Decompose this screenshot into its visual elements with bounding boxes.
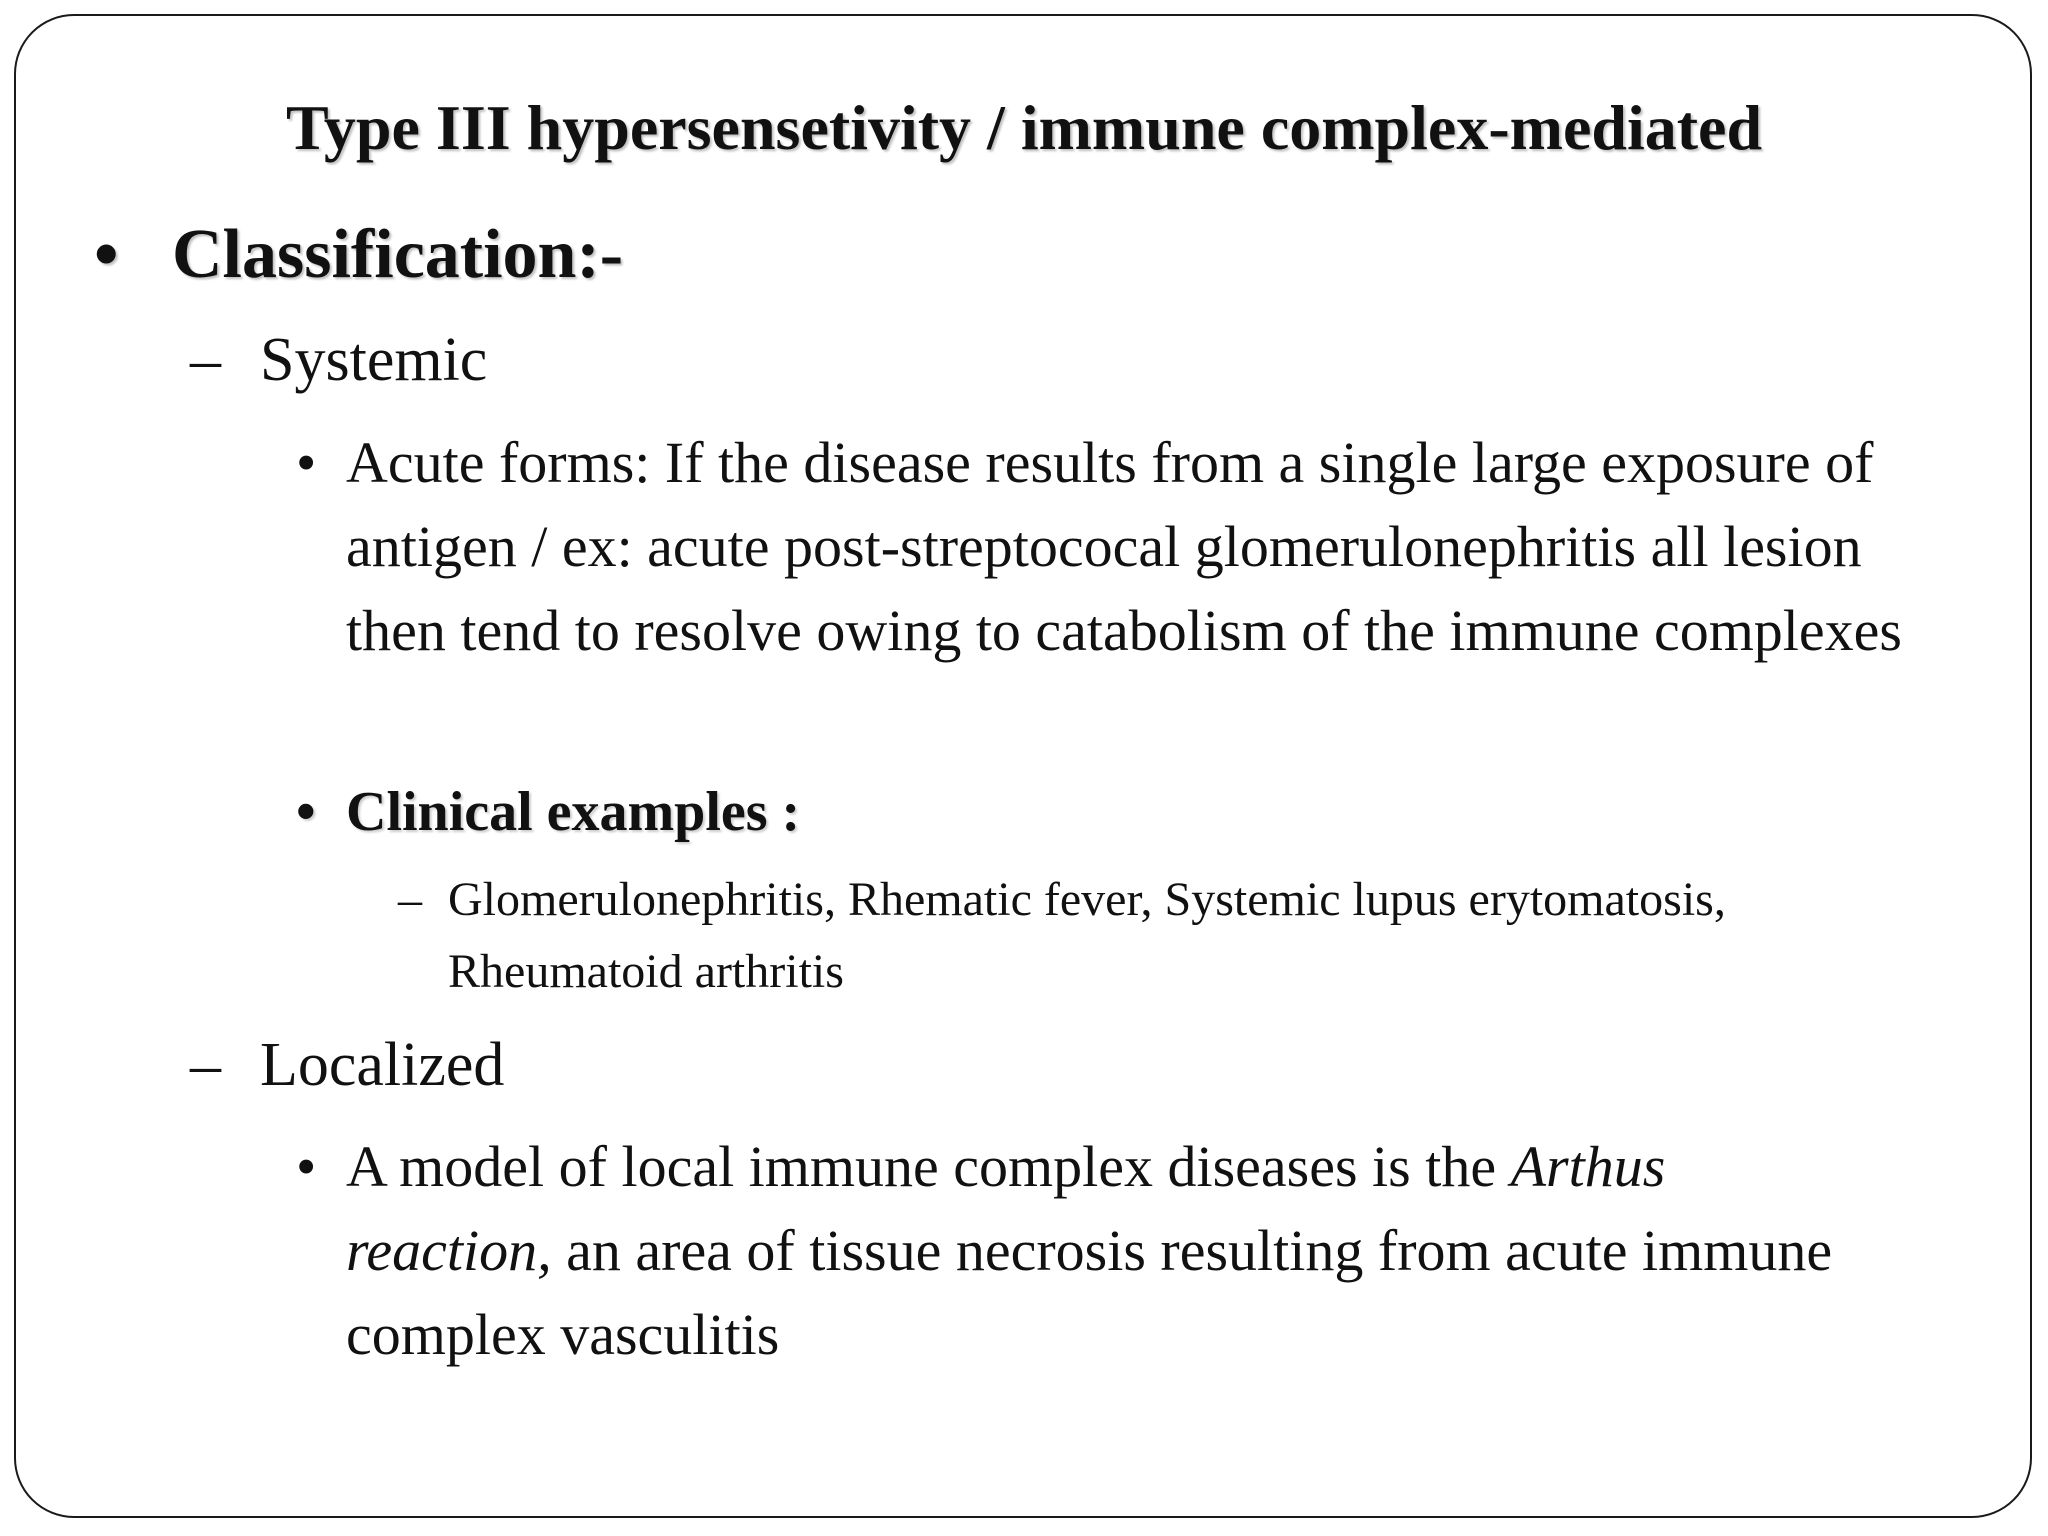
clinical-examples-list: [398, 864, 1798, 1008]
slide-title: Type III hypersensetivity / immune complex-mediated: [285, 92, 1763, 163]
bullet-icon: •: [296, 430, 317, 495]
localized-item: [190, 1024, 505, 1106]
clinical-examples-label: Clinical examples :: [346, 781, 801, 843]
classification-item: [94, 210, 624, 300]
clinical-examples-text: Glomerulonephritis, Rhematic fever, Systemic lupus erytomatosis, Rheumatoid arthritis: [448, 873, 1726, 998]
classification-label: Classification:-: [172, 216, 624, 293]
acute-forms-item: [296, 421, 1966, 673]
local-model-text-after: an area of tissue necrosis resulting from acute immune complex vasculitis: [346, 1218, 1833, 1367]
dash-icon: –: [190, 326, 221, 394]
systemic-label: Systemic: [260, 326, 488, 394]
clinical-examples-item: [296, 772, 801, 852]
local-model-item: [296, 1125, 1846, 1377]
bullet-icon: •: [296, 781, 316, 843]
local-model-text-before: A model of local immune complex diseases is the: [346, 1134, 1511, 1199]
bullet-icon: •: [296, 1134, 317, 1199]
bullet-icon: •: [94, 216, 119, 293]
arthus-reaction-term: Arthus reaction,: [346, 1134, 1666, 1283]
localized-label: Localized: [260, 1031, 505, 1099]
dash-icon: –: [190, 1031, 221, 1099]
systemic-item: [190, 319, 488, 401]
dash-icon: –: [398, 873, 422, 926]
acute-forms-text: Acute forms: If the disease results from a single large exposure of antigen / ex: acute post-streptococal glomerulonephritis all lesion then tend to resolve owing to catabolism of the immune complexes: [346, 430, 1902, 663]
